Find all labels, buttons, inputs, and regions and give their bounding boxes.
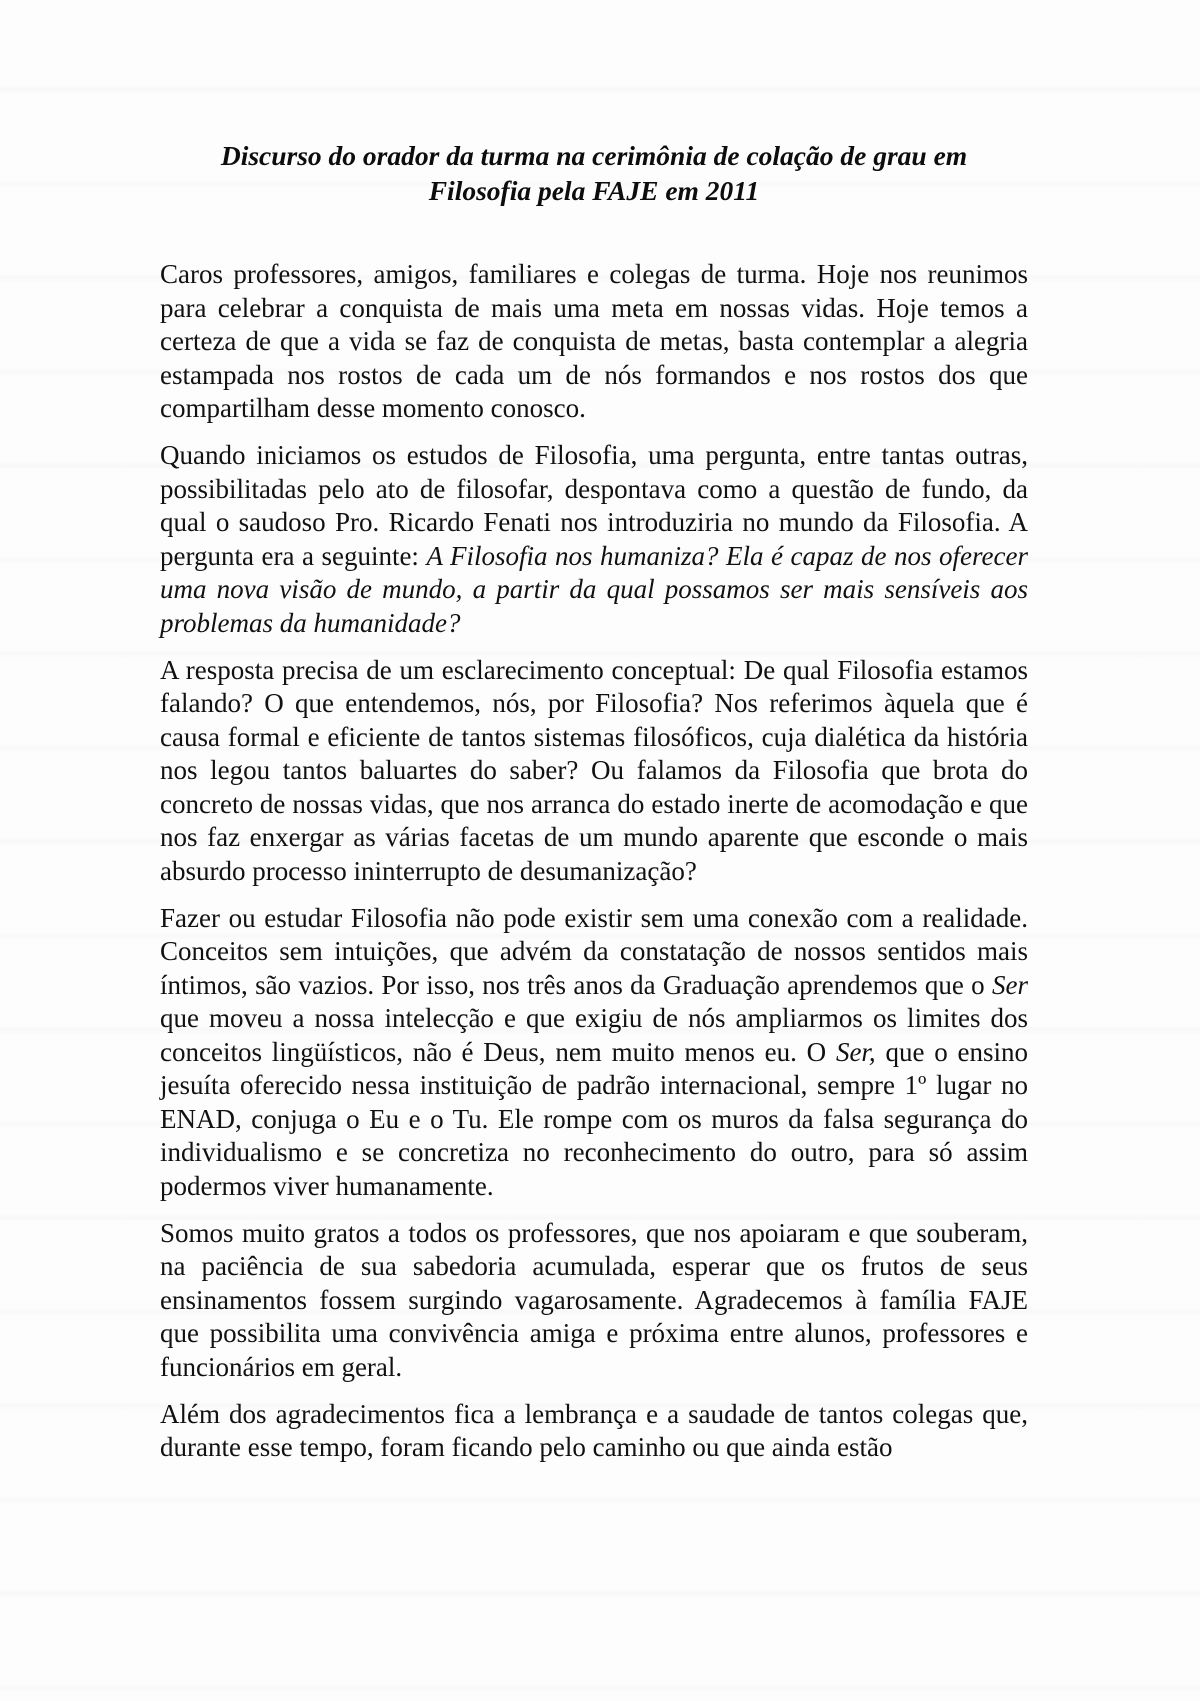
paragraph-being-and-reality-ser-2: Ser, [835, 1036, 876, 1067]
paragraph-philosophy-question-lead: Quando iniciamos os estudos de Filosofia, uma pergunta, entre tantas outras, possibilitadas pelo ato de filosofar, despontava como a questão de fundo, da qual o saudoso Pro. Ricardo Fenati nos introduziria no mundo da Filosofia. A pergunta era a seguinte: [160, 440, 1028, 571]
paragraph-being-and-reality [160, 902, 1028, 1204]
paragraph-philosophy-question [160, 439, 1028, 640]
title-line-2: Filosofia pela FAJE em 2011 [428, 175, 760, 206]
paragraph-greeting-text: Caros professores, amigos, familiares e colegas de turma. Hoje nos reunimos para celebrar a conquista de mais uma meta em nossas vidas. Hoje temos a certeza de que a vida se faz de conquista de metas, basta contemplar a alegria estampada nos rostos de cada um de nós formandos e nos rostos dos que compartilham desse momento conosco. [160, 259, 1028, 423]
paragraph-being-and-reality-ser-1: Ser [992, 969, 1028, 1000]
paragraph-being-and-reality-seg-1: Fazer ou estudar Filosofia não pode existir sem uma conexão com a realidade. Conceitos sem intuições, que advém da constatação de nossos sentidos mais íntimos, são vazios. Por isso, nos três anos da Graduação aprendemos que o [160, 902, 1028, 1000]
paragraph-conceptual-clarification-text: A resposta precisa de um esclarecimento conceptual: De qual Filosofia estamos falando? O que entendemos, nós, por Filosofia? Nos referimos àquela que é causa formal e eficiente de tantos sistemas filosóficos, cuja dialética da história nos legou tantos baluartes do saber? Ou falamos da Filosofia que brota do concreto de nossas vidas, que nos arranca do estado inerte de acomodação e que nos faz enxergar as várias facetas de um mundo aparente que esconde o mais absurdo processo ininterrupto de desumanização? [160, 654, 1028, 886]
paragraph-being-and-reality-seg-2: que moveu a nossa intelecção e que exigiu de nós ampliarmos os limites dos conceitos lingüísticos, não é Deus, nem muito menos eu. O [160, 1003, 1028, 1067]
document-body [160, 258, 1028, 1465]
paragraph-remembrance [160, 1398, 1028, 1465]
paragraph-conceptual-clarification [160, 654, 1028, 889]
document-title [160, 138, 1028, 208]
paragraph-philosophy-question-quote: A Filosofia nos humaniza? Ela é capaz de nos oferecer uma nova visão de mundo, a partir da qual possamos ser mais sensíveis aos problemas da humanidade? [160, 540, 1028, 638]
paragraph-gratitude-text: Somos muito gratos a todos os professores, que nos apoiaram e que souberam, na paciência de sua sabedoria acumulada, esperar que os frutos de seus ensinamentos fossem surgindo vagarosamente. Agradecemos à família FAJE que possibilita uma convivência amiga e próxima entre alunos, professores e funcionários em geral. [160, 1217, 1028, 1382]
title-line-1: Discurso do orador da turma na cerimônia de colação de grau em [220, 140, 968, 171]
paragraph-being-and-reality-seg-3: que o ensino jesuíta oferecido nessa instituição de padrão internacional, sempre 1º lugar no ENAD, conjuga o Eu e o Tu. Ele rompe com os muros da falsa segurança do individualismo e se concretiza no reconhecimento do outro, para só assim podermos viver humanamente. [160, 1036, 1029, 1201]
paragraph-greeting [160, 258, 1028, 426]
paragraph-gratitude [160, 1217, 1028, 1385]
paragraph-remembrance-text: Além dos agradecimentos fica a lembrança e a saudade de tantos colegas que, durante esse tempo, foram ficando pelo caminho ou que ainda estão [160, 1398, 1028, 1462]
